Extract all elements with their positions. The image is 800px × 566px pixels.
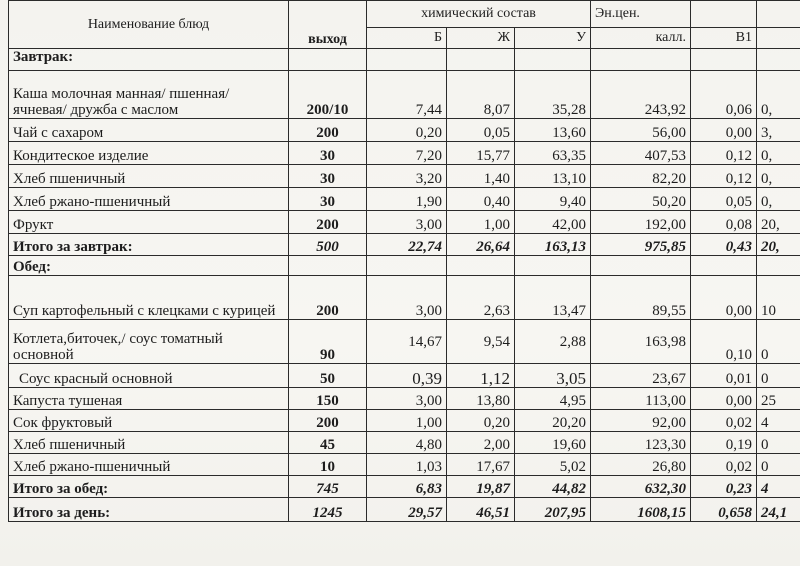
dish-fat: 1,12 bbox=[447, 364, 515, 388]
day-total-carb: 207,95 bbox=[515, 498, 591, 522]
dish-fat: 1,00 bbox=[447, 211, 515, 234]
table-row bbox=[9, 71, 800, 119]
total-fat: 26,64 bbox=[447, 234, 515, 256]
lunch-total-row bbox=[9, 476, 800, 498]
header-b1: В1 bbox=[691, 28, 757, 49]
day-total-kcal: 1608,15 bbox=[591, 498, 691, 522]
dish-b1: 0,10 bbox=[691, 320, 757, 364]
dish-name: Хлеб пшеничный bbox=[9, 165, 289, 188]
dish-name: Фрукт bbox=[9, 211, 289, 234]
dish-extra: 10 bbox=[757, 276, 800, 320]
dish-output: 200 bbox=[289, 211, 367, 234]
dish-b1: 0,00 bbox=[691, 388, 757, 410]
dish-extra: 0, bbox=[757, 71, 800, 119]
day-total-fat: 46,51 bbox=[447, 498, 515, 522]
table-row bbox=[9, 410, 800, 432]
dish-carb: 5,02 bbox=[515, 454, 591, 476]
dish-kcal: 243,92 bbox=[591, 71, 691, 119]
dish-fat: 8,07 bbox=[447, 71, 515, 119]
dish-extra: 0, bbox=[757, 142, 800, 165]
dish-protein: 3,20 bbox=[367, 165, 447, 188]
dish-protein: 7,44 bbox=[367, 71, 447, 119]
table-row bbox=[9, 142, 800, 165]
lunch-title: Обед: bbox=[9, 256, 289, 276]
header-kcal: калл. bbox=[591, 28, 691, 49]
dish-name: Соус красный основной bbox=[9, 364, 289, 388]
total-label: Итого за обед: bbox=[9, 476, 289, 498]
dish-extra: 0 bbox=[757, 454, 800, 476]
dish-extra: 25 bbox=[757, 388, 800, 410]
dish-kcal: 56,00 bbox=[591, 119, 691, 142]
total-output: 745 bbox=[289, 476, 367, 498]
table-row bbox=[9, 188, 800, 211]
dish-output: 30 bbox=[289, 142, 367, 165]
table-row bbox=[9, 320, 800, 364]
dish-extra: 3, bbox=[757, 119, 800, 142]
dish-kcal: 89,55 bbox=[591, 276, 691, 320]
dish-protein: 0,20 bbox=[367, 119, 447, 142]
total-extra: 20, bbox=[757, 234, 800, 256]
header-dish-name: Наименование блюд bbox=[9, 1, 289, 49]
dish-output: 200 bbox=[289, 276, 367, 320]
table-row bbox=[9, 432, 800, 454]
day-total-extra: 24,1 bbox=[757, 498, 800, 522]
dish-carb: 3,05 bbox=[515, 364, 591, 388]
dish-name: Котлета,биточек,/ соус томатный основной bbox=[9, 320, 289, 364]
dish-output: 200 bbox=[289, 119, 367, 142]
header-protein: Б bbox=[367, 28, 447, 49]
dish-kcal: 23,67 bbox=[591, 364, 691, 388]
table-row bbox=[9, 211, 800, 234]
header-empty-2 bbox=[757, 1, 800, 28]
dish-carb: 13,10 bbox=[515, 165, 591, 188]
dish-fat: 15,77 bbox=[447, 142, 515, 165]
total-protein: 22,74 bbox=[367, 234, 447, 256]
dish-carb: 13,47 bbox=[515, 276, 591, 320]
breakfast-total-row bbox=[9, 234, 800, 256]
dish-fat: 0,40 bbox=[447, 188, 515, 211]
dish-b1: 0,05 bbox=[691, 188, 757, 211]
dish-carb: 35,28 bbox=[515, 71, 591, 119]
total-kcal: 975,85 bbox=[591, 234, 691, 256]
dish-kcal: 163,98 bbox=[591, 320, 691, 364]
dish-carb: 4,95 bbox=[515, 388, 591, 410]
dish-extra: 0 bbox=[757, 432, 800, 454]
dish-output: 200/10 bbox=[289, 71, 367, 119]
dish-name: Каша молочная манная/ пшенная/ ячневая/ дружба с маслом bbox=[9, 71, 289, 119]
total-label: Итого за завтрак: bbox=[9, 234, 289, 256]
total-fat: 19,87 bbox=[447, 476, 515, 498]
breakfast-title: Завтрак: bbox=[9, 49, 289, 71]
table-row bbox=[9, 276, 800, 320]
header-carb: У bbox=[515, 28, 591, 49]
dish-name: Суп картофельный с клецками с курицей bbox=[9, 276, 289, 320]
total-extra: 4 bbox=[757, 476, 800, 498]
dish-extra: 0, bbox=[757, 165, 800, 188]
total-protein: 6,83 bbox=[367, 476, 447, 498]
dish-output: 45 bbox=[289, 432, 367, 454]
table-row bbox=[9, 165, 800, 188]
dish-kcal: 407,53 bbox=[591, 142, 691, 165]
dish-carb: 13,60 bbox=[515, 119, 591, 142]
day-total-protein: 29,57 bbox=[367, 498, 447, 522]
dish-kcal: 50,20 bbox=[591, 188, 691, 211]
dish-fat: 17,67 bbox=[447, 454, 515, 476]
dish-carb: 20,20 bbox=[515, 410, 591, 432]
dish-protein: 3,00 bbox=[367, 211, 447, 234]
dish-name: Сок фруктовый bbox=[9, 410, 289, 432]
dish-kcal: 192,00 bbox=[591, 211, 691, 234]
dish-b1: 0,01 bbox=[691, 364, 757, 388]
dish-protein: 4,80 bbox=[367, 432, 447, 454]
dish-output: 200 bbox=[289, 410, 367, 432]
table-row bbox=[9, 119, 800, 142]
dish-b1: 0,08 bbox=[691, 211, 757, 234]
dish-name: Чай с сахаром bbox=[9, 119, 289, 142]
table-row bbox=[9, 364, 800, 388]
dish-output: 150 bbox=[289, 388, 367, 410]
dish-kcal: 26,80 bbox=[591, 454, 691, 476]
dish-protein: 3,00 bbox=[367, 388, 447, 410]
dish-fat: 1,40 bbox=[447, 165, 515, 188]
dish-fat: 2,00 bbox=[447, 432, 515, 454]
dish-extra: 0 bbox=[757, 320, 800, 364]
total-kcal: 632,30 bbox=[591, 476, 691, 498]
day-total-label: Итого за день: bbox=[9, 498, 289, 522]
dish-protein: 1,03 bbox=[367, 454, 447, 476]
total-b1: 0,43 bbox=[691, 234, 757, 256]
table-row bbox=[9, 388, 800, 410]
dish-protein: 7,20 bbox=[367, 142, 447, 165]
dish-name: Хлеб ржано-пшеничный bbox=[9, 454, 289, 476]
day-total-output: 1245 bbox=[289, 498, 367, 522]
dish-carb: 42,00 bbox=[515, 211, 591, 234]
dish-extra: 0 bbox=[757, 364, 800, 388]
total-carb: 44,82 bbox=[515, 476, 591, 498]
dish-protein: 1,90 bbox=[367, 188, 447, 211]
dish-fat: 2,63 bbox=[447, 276, 515, 320]
header-output: выход bbox=[289, 1, 367, 49]
dish-kcal: 123,30 bbox=[591, 432, 691, 454]
dish-output: 30 bbox=[289, 188, 367, 211]
lunch-section-row bbox=[9, 256, 800, 276]
day-total-row bbox=[9, 498, 800, 522]
dish-b1: 0,00 bbox=[691, 119, 757, 142]
dish-kcal: 82,20 bbox=[591, 165, 691, 188]
dish-name: Хлеб ржано-пшеничный bbox=[9, 188, 289, 211]
dish-fat: 0,05 bbox=[447, 119, 515, 142]
header-energy: Эн.цен. bbox=[591, 1, 691, 28]
header-extra bbox=[757, 28, 800, 49]
dish-protein: 0,39 bbox=[367, 364, 447, 388]
dish-b1: 0,19 bbox=[691, 432, 757, 454]
dish-name: Хлеб пшеничный bbox=[9, 432, 289, 454]
dish-extra: 4 bbox=[757, 410, 800, 432]
header-chem-composition: химический состав bbox=[367, 1, 591, 28]
dish-b1: 0,06 bbox=[691, 71, 757, 119]
table-row bbox=[9, 454, 800, 476]
breakfast-section-row bbox=[9, 49, 800, 71]
dish-b1: 0,02 bbox=[691, 454, 757, 476]
dish-name: Капуста тушеная bbox=[9, 388, 289, 410]
dish-kcal: 92,00 bbox=[591, 410, 691, 432]
total-b1: 0,23 bbox=[691, 476, 757, 498]
dish-output: 30 bbox=[289, 165, 367, 188]
dish-carb: 9,40 bbox=[515, 188, 591, 211]
dish-carb: 19,60 bbox=[515, 432, 591, 454]
dish-b1: 0,12 bbox=[691, 142, 757, 165]
dish-extra: 20, bbox=[757, 211, 800, 234]
dish-output: 90 bbox=[289, 320, 367, 364]
dish-kcal: 113,00 bbox=[591, 388, 691, 410]
header-row-1 bbox=[9, 1, 800, 28]
dish-output: 50 bbox=[289, 364, 367, 388]
dish-protein: 3,00 bbox=[367, 276, 447, 320]
dish-name: Кондитеское изделие bbox=[9, 142, 289, 165]
dish-protein: 1,00 bbox=[367, 410, 447, 432]
dish-carb: 2,88 bbox=[515, 320, 591, 364]
nutrition-table bbox=[8, 0, 800, 522]
dish-extra: 0, bbox=[757, 188, 800, 211]
day-total-b1: 0,658 bbox=[691, 498, 757, 522]
header-fat: Ж bbox=[447, 28, 515, 49]
dish-fat: 13,80 bbox=[447, 388, 515, 410]
total-output: 500 bbox=[289, 234, 367, 256]
header-empty-1 bbox=[691, 1, 757, 28]
dish-fat: 0,20 bbox=[447, 410, 515, 432]
total-carb: 163,13 bbox=[515, 234, 591, 256]
dish-output: 10 bbox=[289, 454, 367, 476]
dish-b1: 0,12 bbox=[691, 165, 757, 188]
dish-carb: 63,35 bbox=[515, 142, 591, 165]
dish-b1: 0,00 bbox=[691, 276, 757, 320]
dish-protein: 14,67 bbox=[367, 320, 447, 364]
dish-fat: 9,54 bbox=[447, 320, 515, 364]
dish-b1: 0,02 bbox=[691, 410, 757, 432]
